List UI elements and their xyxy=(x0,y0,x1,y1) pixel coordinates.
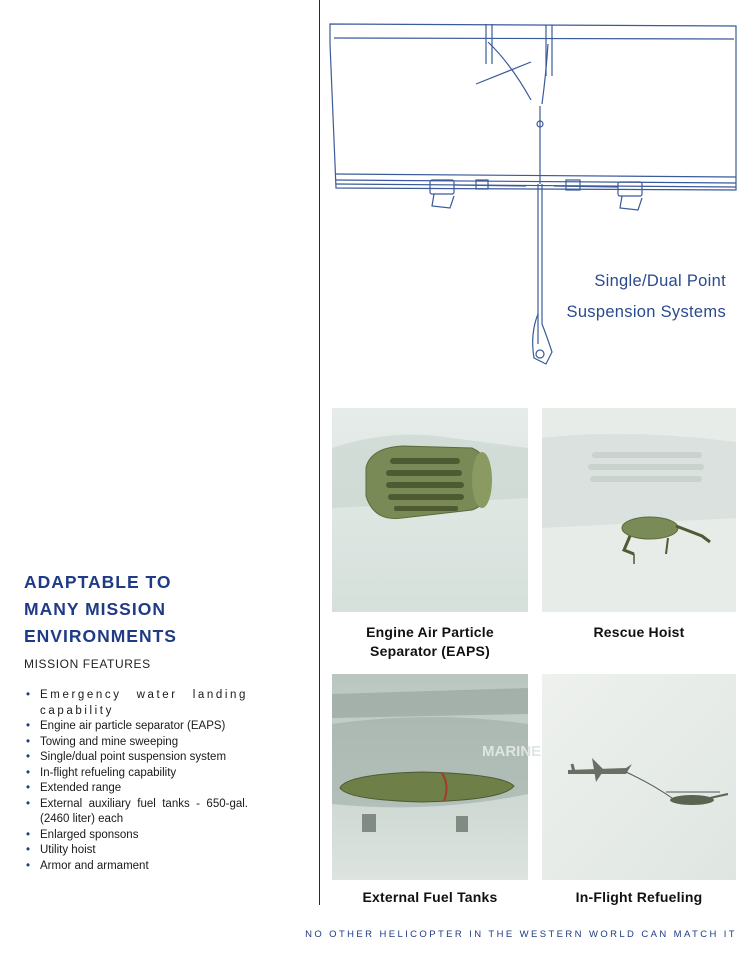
external-fuel-tanks-photo xyxy=(332,674,542,880)
eaps-caption xyxy=(332,623,528,661)
in-flight-refueling-caption xyxy=(542,888,736,907)
fuselage-marking: MARINE xyxy=(482,743,542,760)
heading-line: ENVIRONMENTS xyxy=(24,626,177,646)
diagram-title xyxy=(567,266,726,328)
feature-item: • In-flight refueling capability xyxy=(24,766,248,782)
column-divider xyxy=(319,0,320,905)
feature-item: • Enlarged sponsons xyxy=(24,828,248,844)
heading-line: MANY MISSION xyxy=(24,599,166,619)
rescue-hoist-photo xyxy=(542,408,736,612)
feature-item: • Armor and armament xyxy=(24,859,248,875)
suspension-diagram xyxy=(326,14,746,380)
mission-features-list xyxy=(24,688,248,874)
heading-line: ADAPTABLE TO xyxy=(24,572,172,592)
caption-line: External Fuel Tanks xyxy=(362,889,498,905)
caption-line: In-Flight Refueling xyxy=(575,889,703,905)
feature-item: • Towing and mine sweeping xyxy=(24,735,248,751)
feature-item: • Engine air particle separator (EAPS) xyxy=(24,719,248,735)
section-heading xyxy=(24,569,304,650)
feature-item: • Extended range xyxy=(24,781,248,797)
in-flight-refueling-photo xyxy=(542,674,736,880)
eaps-photo xyxy=(332,408,528,612)
feature-item: • Utility hoist xyxy=(24,843,248,859)
caption-line: Engine Air Particle xyxy=(366,624,494,640)
mission-features-subheading: MISSION FEATURES xyxy=(24,657,151,671)
external-fuel-tanks-caption xyxy=(332,888,528,907)
diagram-title-line: Single/Dual Point xyxy=(594,272,726,290)
eaps-engine-icon xyxy=(366,446,492,519)
feature-item: • Emergency water landing capability xyxy=(24,688,248,719)
footer-tagline: NO OTHER HELICOPTER IN THE WESTERN WORLD CAN MATCH IT xyxy=(305,929,737,940)
caption-line: Rescue Hoist xyxy=(593,624,685,640)
diagram-title-line: Suspension Systems xyxy=(566,303,726,321)
rescue-hoist-caption xyxy=(542,623,736,642)
feature-item: • Single/dual point suspension system xyxy=(24,750,248,766)
caption-line: Separator (EAPS) xyxy=(370,643,490,659)
feature-item: • External auxiliary fuel tanks - 650-gal. (2460 liter) each xyxy=(24,797,248,828)
